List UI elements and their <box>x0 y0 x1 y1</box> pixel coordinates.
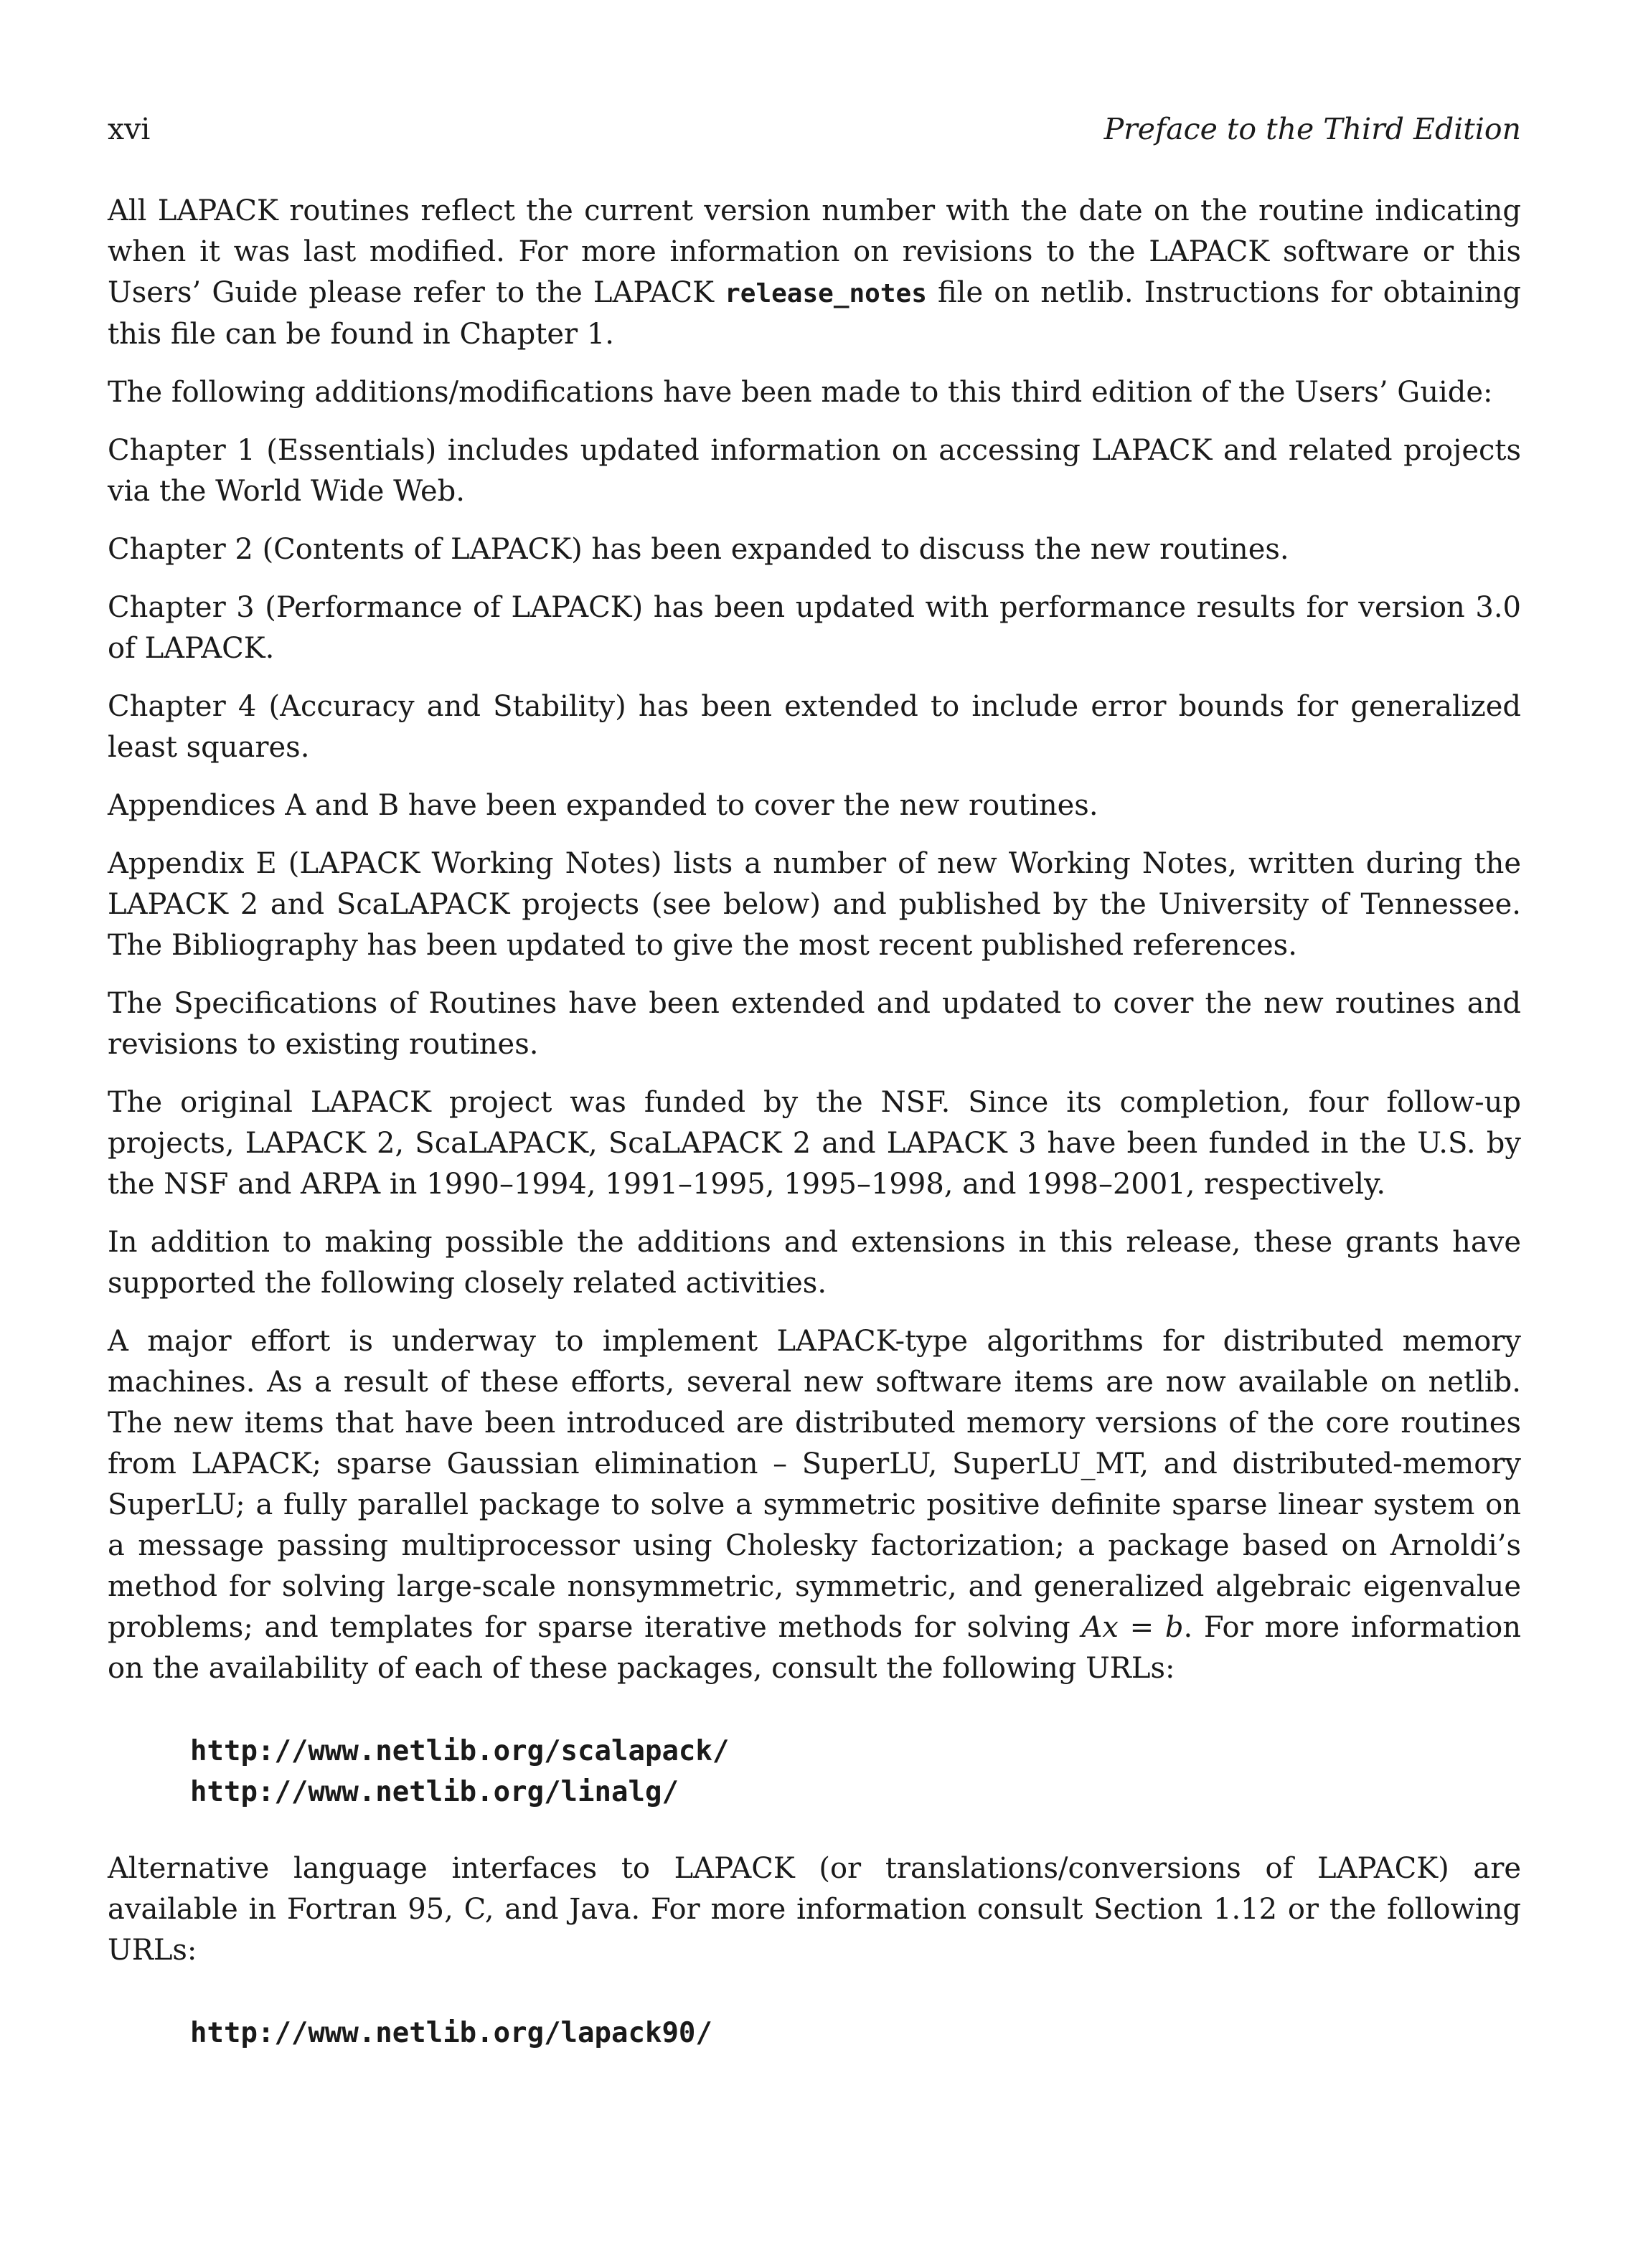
url-lapack90: http://www.netlib.org/lapack90/ <box>190 2017 712 2049</box>
page-number: xvi <box>108 112 151 146</box>
paragraph-appendix-e: Appendix E (LAPACK Working Notes) lists a number of new Working Notes, written during the LAPACK 2 and ScaLAPACK projects (see below) and published by the University of Tennessee. The Bibliography has been updated to give the most recent published references. <box>108 847 1521 962</box>
paragraph-specifications: The Specifications of Routines have been extended and updated to cover the new routines and revisions to existing routines. <box>108 987 1521 1061</box>
release-notes-filename: release_notes <box>725 279 927 308</box>
paragraph-revisions <box>108 191 1521 355</box>
paragraph-text: file on netlib. Instructions for obtaining this file can be found in Chapter 1. <box>108 276 1521 351</box>
paragraph-chapter-2: Chapter 2 (Contents of LAPACK) has been expanded to discuss the new routines. <box>108 533 1289 566</box>
paragraph-chapter-1: Chapter 1 (Essentials) includes updated information on accessing LAPACK and related projects via the World Wide Web. <box>108 434 1521 508</box>
paragraph-text: A major effort is underway to implement LAPACK-type algorithms for distributed memory machines. As a result of these efforts, several new software items are now available on netlib. The new items that have been introduced are distributed memory versions of the core routines from LAPACK; sparse Gaussian elimination – SuperLU, SuperLU_MT, and distributed-memory SuperLU; a fully parallel package to solve a symmetric positive definite sparse linear system on a message passing multiprocessor using Cholesky factorization; a package based on Arnoldi’s method for solving large-scale nonsymmetric, symmetric, and generalized algebraic eigenvalue problems; and templates for sparse iterative methods for solving <box>108 1325 1521 1644</box>
body-text <box>108 191 1521 2054</box>
running-title: Preface to the Third Edition <box>1103 112 1521 146</box>
paragraph-chapter-3: Chapter 3 (Performance of LAPACK) has been updated with performance results for version 3.0 of LAPACK. <box>108 591 1521 665</box>
paragraph-chapter-4: Chapter 4 (Accuracy and Stability) has been extended to include error bounds for generalized least squares. <box>108 690 1521 764</box>
paragraph-distributed-memory <box>108 1321 1521 1689</box>
url-scalapack: http://www.netlib.org/scalapack/ <box>190 1735 730 1767</box>
url-list-2 <box>190 2013 1521 2054</box>
paragraph-additions-intro: The following additions/modifications have been made to this third edition of the Users’ Guide: <box>108 376 1493 409</box>
paragraph-text: All LAPACK routines reflect the current version number with the date on the routine indicating when it was last modified. For more information on revisions to the LAPACK software or this Users’ Guide please refer to the LAPACK <box>108 194 1521 309</box>
url-linalg: http://www.netlib.org/linalg/ <box>190 1776 679 1808</box>
paragraph-grants: In addition to making possible the additions and extensions in this release, these grants have supported the following closely related activities. <box>108 1226 1521 1300</box>
running-head <box>108 108 1521 151</box>
url-list-1 <box>190 1731 1521 1813</box>
page <box>108 108 1521 2089</box>
equation: Ax = b <box>1081 1611 1184 1644</box>
paragraph-funding: The original LAPACK project was funded by the NSF. Since its completion, four follow-up projects, LAPACK 2, ScaLAPACK, ScaLAPACK 2 and LAPACK 3 have been funded in the U.S. by the NSF and ARPA in 1990–1994, 1991–1995, 1995–1998, and 1998–2001, respectively. <box>108 1086 1521 1201</box>
paragraph-language-interfaces: Alternative language interfaces to LAPACK (or translations/conversions of LAPACK) are available in Fortran 95, C, and Java. For more information consult Section 1.12 or the following URLs: <box>108 1852 1521 1967</box>
paragraph-text: . For more information on the availability of each of these packages, consult the following URLs: <box>108 1611 1522 1685</box>
paragraph-appendices: Appendices A and B have been expanded to cover the new routines. <box>108 789 1098 822</box>
